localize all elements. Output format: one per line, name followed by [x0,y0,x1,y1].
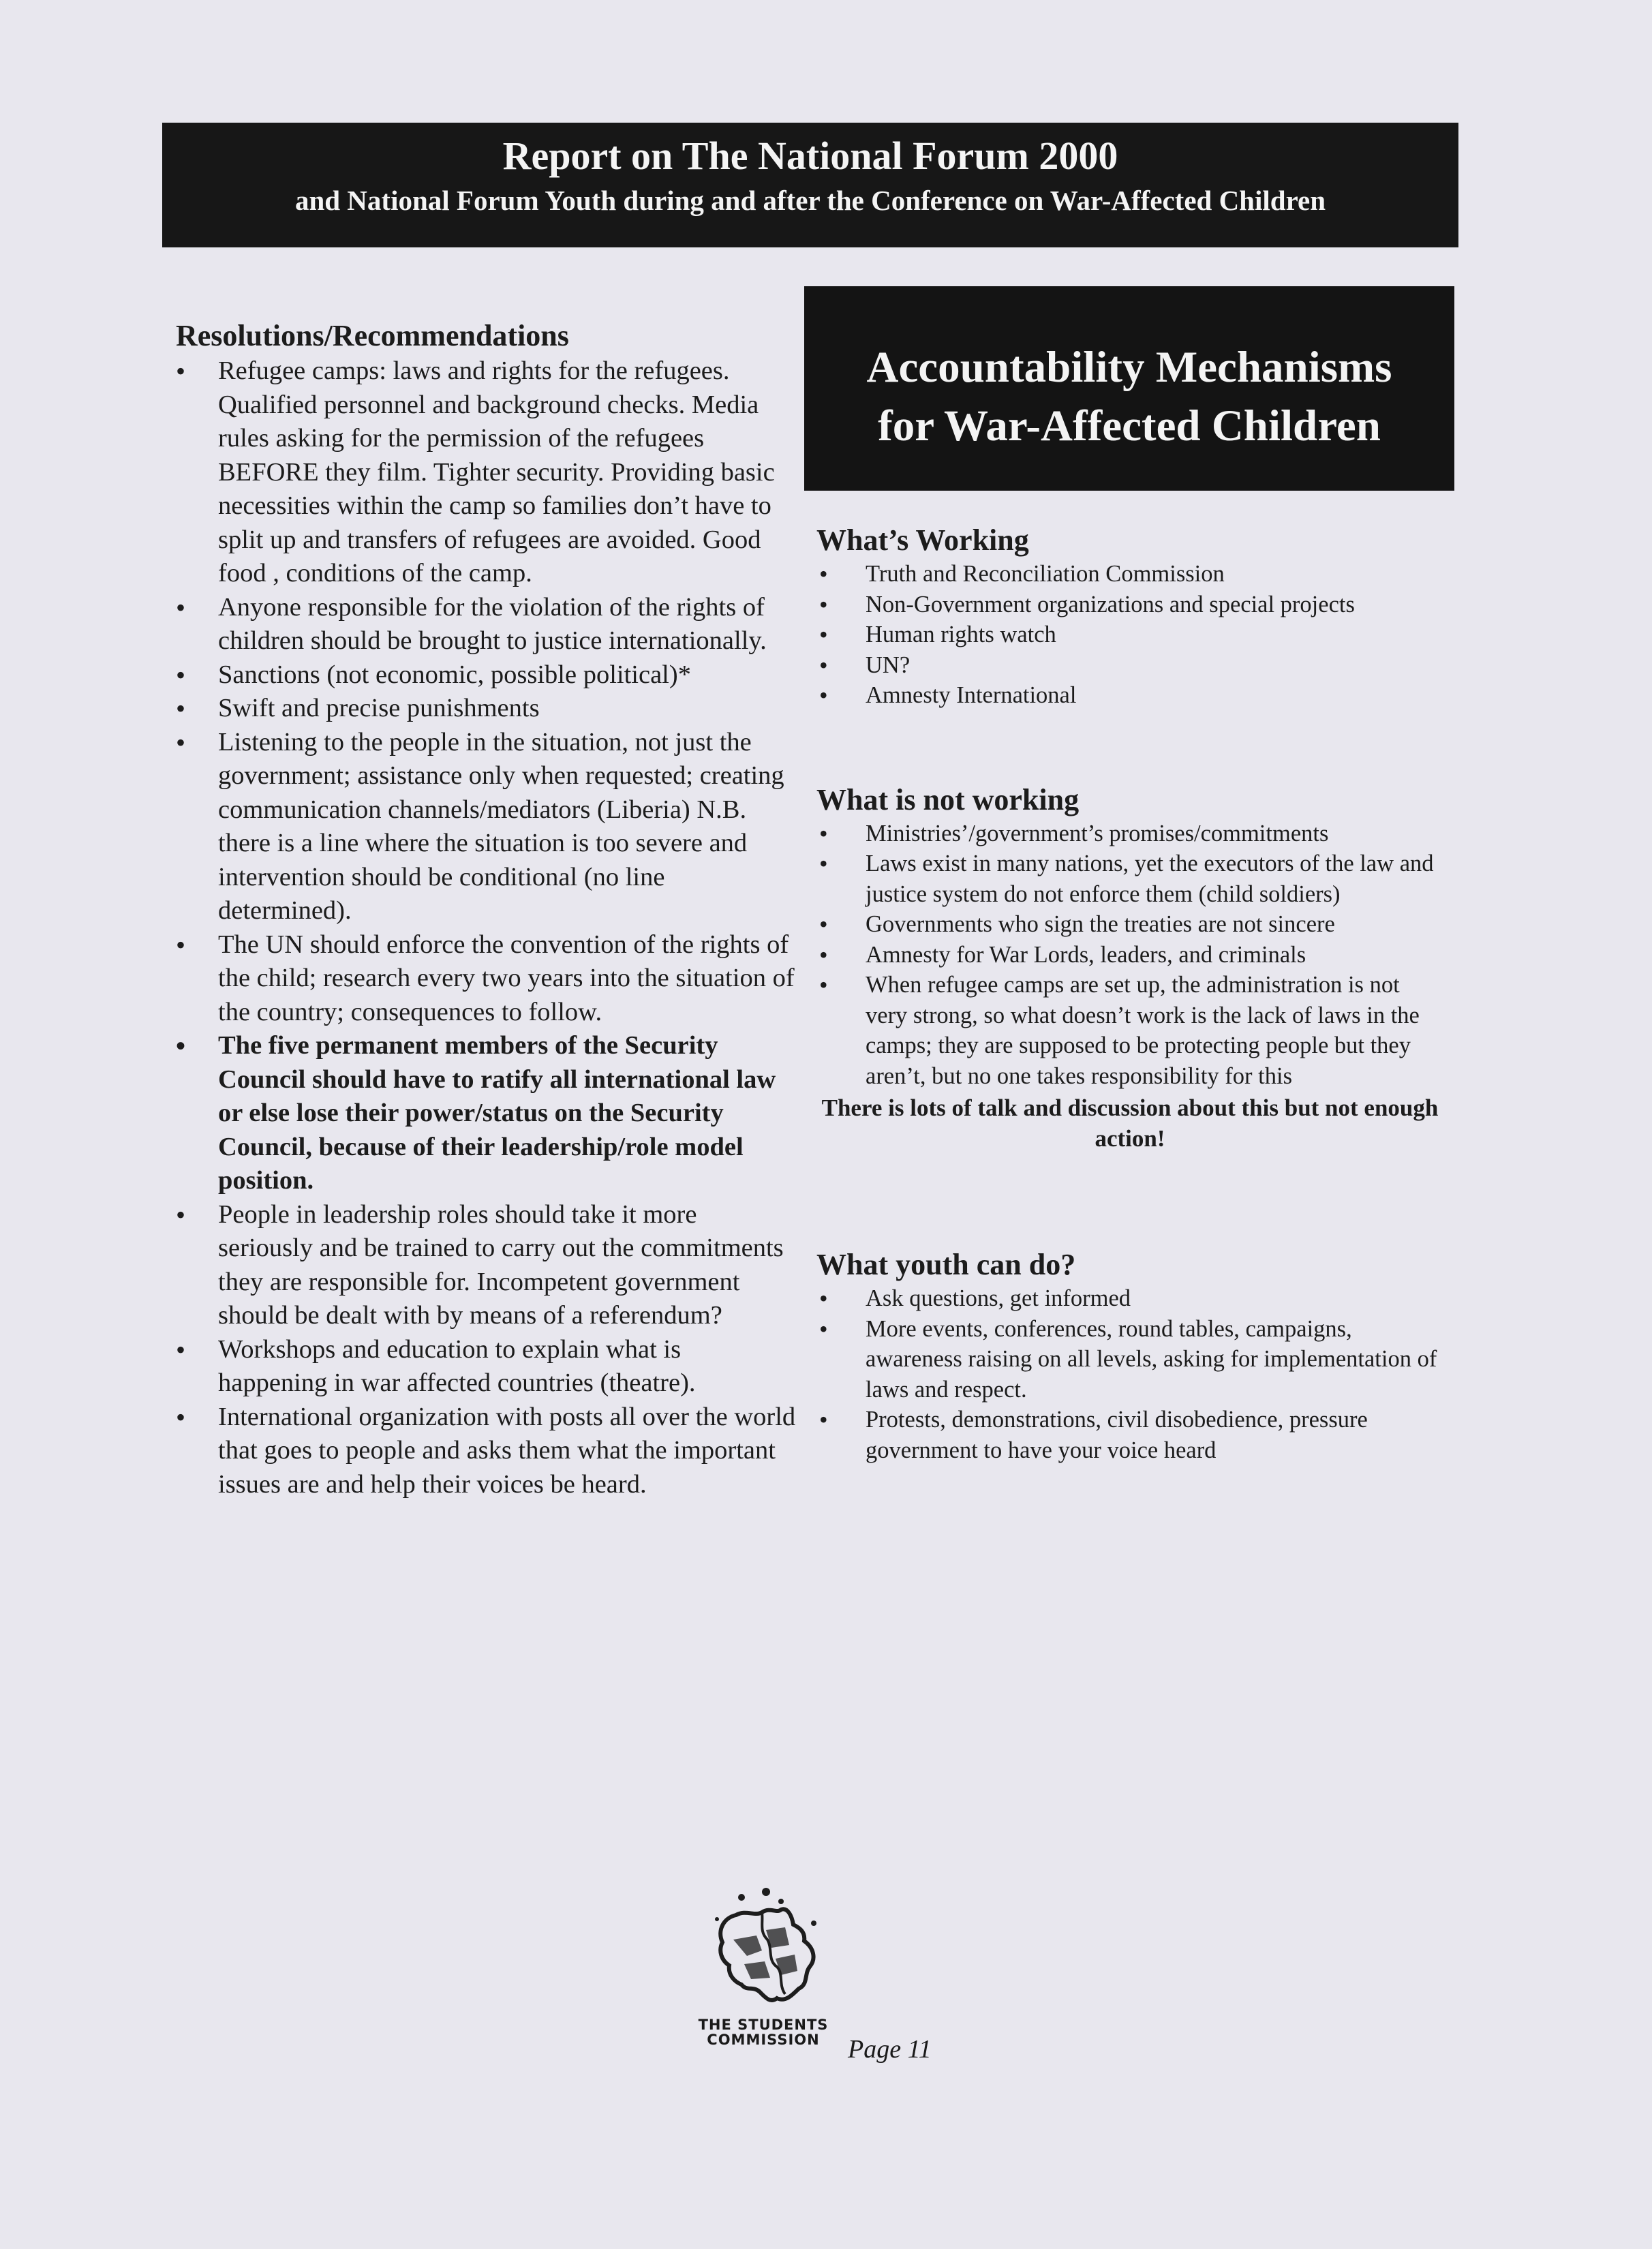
list-item-text: Refugee camps: laws and rights for the refugees. Qualified personnel and background checks. Media rules asking for the permission of the refugees BEFORE they film. Tighter security. Providing basic necessities within the camp so families don’t have to split up and transfers of refugees are avoided. Good food , conditions of the camp. [218,356,775,587]
youth-action-list [816,1283,1443,1465]
bullet-icon: • [819,560,828,587]
list-item [816,650,1443,681]
list-item-text: Truth and Reconciliation Commission [866,561,1225,587]
list-item-text: Ask questions, get informed [866,1285,1131,1311]
list-item [816,1283,1443,1314]
assessment-column [816,522,1443,1465]
list-item [816,909,1443,940]
bullet-icon: • [819,682,828,709]
list-item-text: UN? [866,652,911,678]
bullet-icon: • [176,1401,186,1433]
list-item [176,354,796,591]
list-item-text: The five permanent members of the Security Council should have to ratify all international law or else lose their power/status on the Security Council, because of their leadership/role model position. [218,1031,776,1195]
list-item-text: Ministries’/government’s promises/commitments [866,820,1329,846]
list-item [816,590,1443,620]
resolutions-heading: Resolutions/Recommendations [176,319,569,352]
list-item [816,680,1443,711]
list-item-text: More events, conferences, round tables, campaigns, awareness raising on all levels, asking for implementation of laws and respect. [866,1315,1437,1403]
list-item-text: Sanctions (not economic, possible political)* [218,660,691,689]
list-item-text: Human rights watch [866,622,1056,647]
list-item [816,940,1443,970]
bullet-icon: • [176,726,186,758]
bullet-icon: • [176,693,186,724]
list-item [176,928,796,1030]
bullet-icon: • [176,1030,186,1061]
list-item [176,692,796,726]
bullet-icon: • [819,621,828,648]
bullet-icon: • [819,1315,828,1343]
list-item-text: People in leadership roles should take it more seriously and be trained to carry out the commitments they are responsible for. Incompetent government should be dealt with by means of a referendum? [218,1199,784,1330]
bullet-icon: • [176,659,186,690]
bullet-icon: • [819,1285,828,1312]
logo-caption [695,2017,831,2047]
section-title-line-2: for War-Affected Children [878,401,1381,450]
list-item-text: When refugee camps are set up, the administration is not very strong, so what doesn’t work is the lack of laws in the camps; they are supposed to be protecting people but they aren’t, but no one takes responsibility for this [866,972,1420,1089]
list-item-text: Laws exist in many nations, yet the executors of the law and justice system do not enforce them (child soldiers) [866,851,1434,907]
list-item [176,726,796,928]
logo-text-line-1: THE STUDENTS [698,2017,829,2033]
bullet-icon: • [819,590,828,618]
list-item-text: Listening to the people in the situation, not just the government; assistance only when requested; creating communication channels/mediators (Liberia) N.B. there is a line where the situation is too severe and intervention should be conditional (no line determined). [218,727,784,925]
section-title-line-1: Accountability Mechanisms [866,343,1392,392]
bullet-icon: • [176,1199,186,1230]
list-item-text: The UN should enforce the convention of the rights of the child; research every two years into the situation of the country; consequences to follow. [218,930,795,1026]
list-item [816,970,1443,1091]
list-item-text: Amnesty International [866,682,1077,708]
list-item [816,559,1443,590]
list-item-text: Governments who sign the treaties are not sincere [866,911,1335,937]
list-item [176,658,796,692]
list-item-text: Swift and precise punishments [218,694,540,722]
list-item [176,1333,796,1401]
whats-working-heading: What’s Working [816,523,1029,557]
bullet-icon: • [819,819,828,847]
report-title: Report on The National Forum 2000 [502,134,1118,178]
list-item-text: Anyone responsible for the violation of the rights of children should be brought to justice internationally. [218,592,767,655]
list-item-text: Non-Government organizations and special projects [866,591,1355,617]
list-item [176,1029,796,1198]
bullet-icon: • [819,651,828,679]
bullet-icon: • [819,1406,828,1433]
report-subtitle: and National Forum Youth during and after the Conference on War-Affected Children [294,185,1326,216]
not-working-list [816,818,1443,1092]
page-number: Page 11 [848,2035,932,2064]
list-item [176,1401,796,1502]
youth-action-heading: What youth can do? [816,1248,1076,1281]
bullet-icon: • [819,911,828,938]
bullet-icon: • [819,850,828,877]
list-item [816,818,1443,849]
list-item-text: International organization with posts all over the world that goes to people and asks them what the important issues are and help their voices be heard. [218,1402,796,1499]
students-commission-logo-icon [697,1882,833,2025]
list-item [816,1405,1443,1465]
bullet-icon: • [819,971,828,998]
bullet-icon: • [176,356,186,386]
list-item-text: Amnesty for War Lords, leaders, and criminals [866,941,1306,968]
emphasis-note: There is lots of talk and discussion about this but not enough action! [821,1095,1439,1152]
whats-working-list [816,559,1443,711]
list-item [816,619,1443,650]
bullet-icon: • [176,1334,186,1365]
not-working-heading: What is not working [816,782,1080,816]
list-item-text: Workshops and education to explain what is happening in war affected countries (theatre). [218,1334,696,1397]
list-item [816,1314,1443,1405]
resolutions-column [176,318,796,1501]
resolutions-list [176,354,796,1501]
list-item [176,591,796,658]
report-title-banner [162,123,1458,247]
logo-text-line-2: COMMISSION [707,2032,820,2048]
bullet-icon: • [176,592,186,623]
section-title-box [804,286,1454,491]
bullet-icon: • [176,929,186,960]
list-item [176,1198,796,1333]
list-item [816,848,1443,909]
bullet-icon: • [819,940,828,968]
list-item-text: Protests, demonstrations, civil disobedience, pressure government to have your voice heard [866,1407,1368,1463]
